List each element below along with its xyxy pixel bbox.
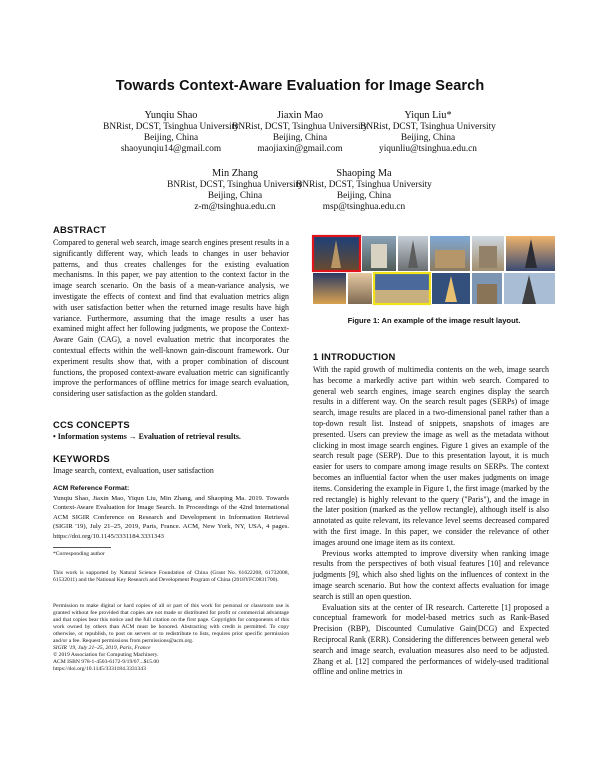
author-affiliation: BNRist, DCST, Tsinghua University [360,122,496,132]
copyright-line: © 2019 Association for Computing Machinery. [53,652,159,658]
permission-text: Permission to make digital or hard copies of all or part of this work for personal or classroom use is granted without fee provided that copies are not made or distributed for profit or commercial advantage and that copies bear this notice and the full citation on the first page. Copyrights for components of this work owned by others than ACM must be honored. Abstracting with credit is permitted. To copy otherwise, or republish, to post on servers or to redistribute to lists, requires prior specific permission and/or a fee. Request permissions from permissions@acm.org. [53,603,289,644]
author-name: Yunqiu Shao [144,110,198,121]
author-email[interactable]: maojiaxin@gmail.com [257,144,343,155]
author-affiliation: BNRist, DCST, Tsinghua University [167,180,303,190]
intro-paragraph: Previous works attempted to improve diversity when ranking image results from the perspectives of both visual features [10] and relevance judgments [9], which also shed lights on the influences of context in the image search scenario. But how the context affects evaluation for image search is still an open question. [313,548,549,601]
introduction-body [313,365,549,678]
author-location: Beijing, China [272,133,328,144]
isbn-line: ACM ISBN 978-1-4503-6172-9/19/07...$15.00 [53,659,159,665]
keywords-heading: KEYWORDS [53,453,110,464]
author-email[interactable]: shaoyunqiu14@gmail.com [120,144,222,155]
author-location: Beijing, China [400,133,456,144]
abstract-paragraph: Compared to general web search, image search engines present results in a significantly different way, which leads to changes in user behavior patterns, and thus creates challenges for the existing evaluation mechanisms. In this paper, we pay attention to the context factor in the image search scenario. On the basis of a mean-variance analysis, we investigate the effects of context and find that evaluation metrics align with user satisfaction better when the returned image results have high variance. Furthermore, assuming that the image results a user has examined might affect her following judgments, we propose the Context-Aware Gain (CAG), a novel evaluation metric that incorporates the contextual effects within the well-known gain-discount framework. Our experiment results show that, with a proper combination of discount functions, the proposed context-aware evaluation metric can significantly improve the performances of offline metrics for image search evaluation, considering user satisfaction as the golden standard. [53,238,289,399]
author-affiliation: BNRist, DCST, Tsinghua University [296,180,432,190]
ccs-text: • Information systems → Evaluation of retrieval results. [53,432,241,441]
acm-reference [53,484,289,541]
author-location: Beijing, China [336,191,392,202]
conference-line: SIGIR '19, July 21–25, 2019, Paris, France [53,645,151,651]
author-name: Jiaxin Mao [276,110,324,121]
corresponding-footnote: *Corresponding author [53,551,105,557]
image-grid-svg [311,232,557,306]
figure-image-grid [311,232,557,306]
acm-reference-heading: ACM Reference Format: [53,485,130,492]
figure-caption: Figure 1: An example of the image result layout. [347,316,521,325]
author-name: Yiqun Liu* [404,110,452,121]
abstract-heading: ABSTRACT [53,224,107,235]
support-footnote: This work is supported by Natural Science Foundation of China (Grant No. 61622208, 61732008, 61532011) and the National Key Research and Development Program of China (2018YFC0831700). [53,570,289,583]
author-email[interactable]: z-m@tsinghua.edu.cn [194,202,276,213]
ccs-heading: CCS CONCEPTS [53,419,130,430]
author-block [343,109,513,156]
author-name: Shaoping Ma [336,168,392,179]
author-email[interactable]: msp@tsinghua.edu.cn [322,202,406,213]
doi-link[interactable]: https://doi.org/10.1145/3331184.3331343 [53,666,146,672]
introduction-heading: 1 INTRODUCTION [313,351,396,362]
paper-title: Towards Context-Aware Evaluation for Image Search [115,78,485,94]
permission-notice [53,603,289,673]
author-location: Beijing, China [143,133,199,144]
author-affiliation: BNRist, DCST, Tsinghua University [232,122,368,132]
keywords-text: Image search, context, evaluation, user satisfaction [53,466,214,475]
author-block [279,167,449,214]
author-location: Beijing, China [207,191,263,202]
author-name: Min Zhang [211,168,259,179]
abstract-text [53,238,289,400]
intro-paragraph: Evaluation sits at the center of IR research. Carterette [1] proposed a conceptual framework for model-based metrics such as Rank-Based Precision (RBP), Discounted Cumulative Gain(DCG) and Expected Reciprocal Rank (ERR). Considering the differences between general web search and image search, evaluation measures also need to be adjusted. Zhang et al. [12] compared the performances of widely-used traditional offline and online metrics in [313,602,549,677]
intro-paragraph: With the rapid growth of multimedia contents on the web, image search has become a markedly active part within web search. Compared to general web search engines, image search engines display the search results in a different way. On the search result pages (SERPs) of image search, image results are placed in a two-dimensional panel rather than a top-down result list. Instead of snippets, snapshots of images are presented. Users can preview the image as well as the metadata without clicking in most image search engines. Figure 1 gives an example of the search result page (SERP). Due to this presentation layout, it is much easier for users to compare among image results on SERPs. The context becomes an influential factor when the user makes judgments on image items. Considering the example in Figure 1, the first image (marked by the red rectangle) is highly relevant to the query ("Paris"), and the image in the later position (marked as the yellow rectangle), although itself is also annotated as quite relevant, its relevance level seems decreased compared with the first image. In this paper, we consider the relevance of other images around one image item as its context. [313,365,549,547]
footnote-rule [53,547,111,548]
acm-reference-text: Yunqiu Shao, Jiaxin Mao, Yiqun Liu, Min Zhang, and Shaoping Ma. 2019. Towards Context-Aware Evaluation for Image Search. In Proceedings of the 42nd International ACM SIGIR Conference on Research and Development in Information Retrieval (SIGIR '19), July 21–25, 2019, Paris, France. ACM, New York, NY, USA, 4 pages. https://doi.org/10.1145/3331184.3331343 [53,494,289,540]
author-email[interactable]: yiqunliu@tsinghua.edu.cn [379,144,477,155]
author-affiliation: BNRist, DCST, Tsinghua University [103,122,239,132]
